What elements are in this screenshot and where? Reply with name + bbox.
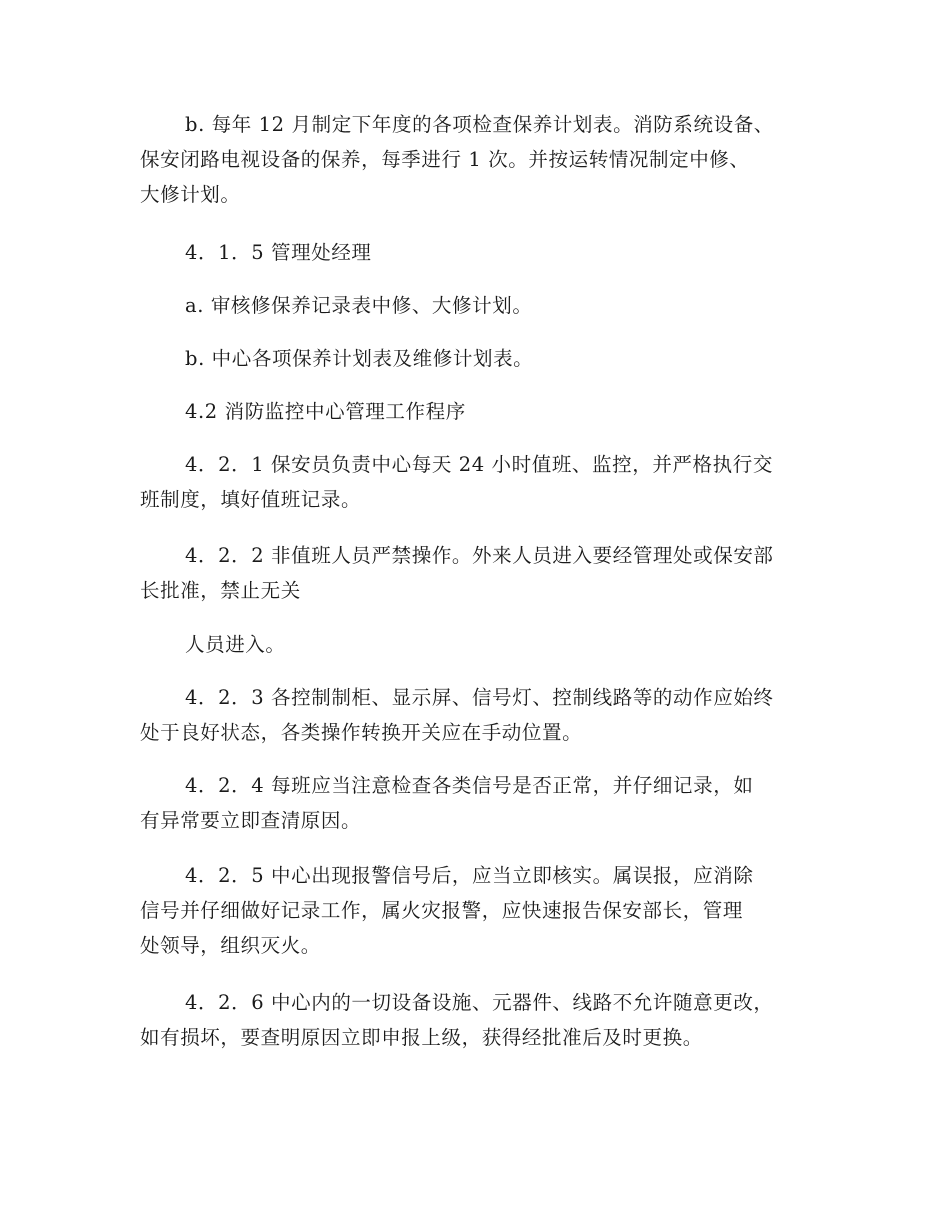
text-line: b. 每年 12 月制定下年度的各项检查保养计划表。消防系统设备、 [185,113,774,136]
section-heading-4-2 [140,394,815,429]
section-heading-4-1-5 [140,235,815,270]
text-line: 4．2．4 每班应当注意检查各类信号是否正常，并仔细记录，如 [185,774,754,797]
text-line: 大修计划。 [140,183,241,206]
text-line: 4.2 消防监控中心管理工作程序 [185,400,466,423]
text-line: b. 中心各项保养计划表及维修计划表。 [185,347,534,370]
text-line: 长批准，禁止无关 [140,579,301,602]
text-line: 人员进入。 [185,633,286,656]
paragraph-4-2-1 [140,447,815,517]
text-line: 保安闭路电视设备的保养，每季进行 1 次。并按运转情况制定中修、 [140,148,750,171]
text-line: 4．2．5 中心出现报警信号后，应当立即核实。属误报，应消除 [185,864,754,887]
text-line: 处于良好状态，各类操作转换开关应在手动位置。 [140,721,583,744]
paragraph-item-b [140,341,815,376]
text-line: 4．2．3 各控制制柜、显示屏、信号灯、控制线路等的动作应始终 [185,686,774,709]
text-line: 信号并仔细做好记录工作，属火灾报警，应快速报告保安部长，管理 [140,899,744,922]
text-line: 4．2．6 中心内的一切设备设施、元器件、线路不允许随意更改， [185,991,774,1014]
paragraph-4-2-2-continued [140,627,815,662]
paragraph-4-2-6 [140,985,815,1055]
paragraph-4-2-4 [140,768,815,838]
paragraph-4-2-2 [140,538,815,608]
text-line: 有异常要立即查清原因。 [140,809,362,832]
text-line: 如有损坏，要查明原因立即申报上级，获得经批准后及时更换。 [140,1026,703,1049]
text-line: 班制度，填好值班记录。 [140,488,362,511]
paragraph-item-a [140,288,815,323]
text-line: 4．2．2 非值班人员严禁操作。外来人员进入要经管理处或保安部 [185,544,774,567]
text-line: 4．2．1 保安员负责中心每天 24 小时值班、监控，并严格执行交 [185,453,773,476]
text-line: a. 审核修保养记录表中修、大修计划。 [185,294,533,317]
paragraph-4-2-3 [140,680,815,750]
text-line: 4．1．5 管理处经理 [185,241,372,264]
paragraph-4-2-5 [140,858,815,963]
text-line: 处领导，组织灭火。 [140,934,321,957]
paragraph-maintenance-plan [140,107,815,212]
